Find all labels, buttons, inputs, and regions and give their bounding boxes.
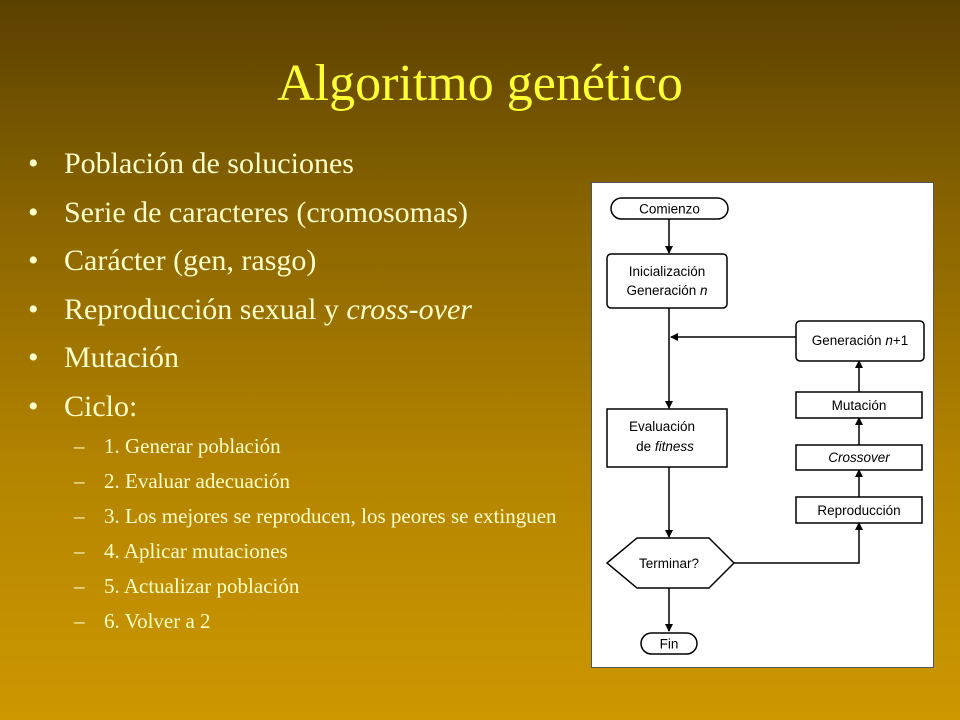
bullet-text: Carácter (gen, rasgo) bbox=[64, 244, 317, 277]
cycle-step bbox=[28, 505, 574, 527]
bullet-list bbox=[28, 140, 588, 645]
bullet-text: Población de soluciones bbox=[64, 147, 354, 180]
cycle-step-text: 3. Los mejores se reproducen, los peores se extinguen bbox=[104, 504, 557, 528]
cycle-step-text: 4. Aplicar mutaciones bbox=[104, 539, 288, 563]
cycle-step-text: 1. Generar población bbox=[104, 434, 281, 458]
bullet-text: Ciclo: bbox=[64, 389, 138, 423]
bullet-dot: • bbox=[28, 195, 39, 229]
cycle-step bbox=[28, 575, 574, 597]
dash-marker: – bbox=[74, 574, 85, 598]
flowchart bbox=[591, 182, 934, 668]
dash-marker: – bbox=[74, 609, 85, 633]
mutation-label: Mutación bbox=[831, 398, 887, 413]
cycle-step-text: 6. Volver a 2 bbox=[104, 609, 211, 633]
bullet-item bbox=[28, 334, 588, 383]
bullet-item bbox=[28, 140, 588, 189]
dash-marker: – bbox=[74, 469, 85, 493]
bullet-dot: • bbox=[28, 389, 39, 423]
bullet-dot: • bbox=[28, 341, 39, 374]
start-label: Comienzo bbox=[639, 201, 700, 217]
cycle-step bbox=[28, 470, 574, 492]
bullet-item bbox=[28, 237, 588, 286]
dash-marker: – bbox=[74, 539, 85, 563]
bullet-text-italic: cross-over bbox=[346, 292, 472, 326]
bullet-dot: • bbox=[28, 244, 39, 277]
cycle-step-text: 2. Evaluar adecuación bbox=[104, 469, 290, 493]
cycle-step-text: 5. Actualizar población bbox=[104, 574, 300, 598]
flowchart-svg bbox=[592, 183, 933, 667]
reproduction-label: Reproducción bbox=[817, 503, 901, 518]
evaluation-label-line1: Evaluación bbox=[628, 419, 696, 434]
bullet-text: Mutación bbox=[64, 341, 179, 374]
bullet-dot: • bbox=[28, 292, 39, 326]
decision-label: Terminar? bbox=[638, 556, 700, 571]
crossover-label: Crossover bbox=[828, 450, 890, 465]
cycle-steps bbox=[28, 435, 588, 632]
init-label-line2: Generación n bbox=[626, 283, 708, 298]
arrow-decision-reproduction bbox=[734, 523, 859, 563]
bullet-item bbox=[28, 383, 588, 432]
end-label: Fin bbox=[659, 636, 679, 652]
cycle-step bbox=[28, 610, 574, 632]
next-generation-label: Generación n+1 bbox=[811, 333, 909, 348]
bullet-text: Serie de caracteres (cromosomas) bbox=[64, 195, 468, 229]
bullet-dot: • bbox=[28, 147, 39, 180]
bullet-text: Reproducción sexual y bbox=[64, 292, 347, 326]
cycle-step bbox=[28, 540, 574, 562]
evaluation-label-line2: de fitness bbox=[636, 439, 694, 454]
dash-marker: – bbox=[74, 504, 85, 528]
bullet-item bbox=[28, 189, 588, 238]
slide-title: Algoritmo genético bbox=[277, 55, 683, 112]
dash-marker: – bbox=[74, 434, 85, 458]
bullet-item bbox=[28, 286, 588, 335]
evaluation-box bbox=[607, 409, 727, 467]
cycle-step bbox=[28, 435, 574, 457]
init-label-line1: Inicialización bbox=[628, 264, 706, 279]
init-box bbox=[607, 254, 727, 308]
